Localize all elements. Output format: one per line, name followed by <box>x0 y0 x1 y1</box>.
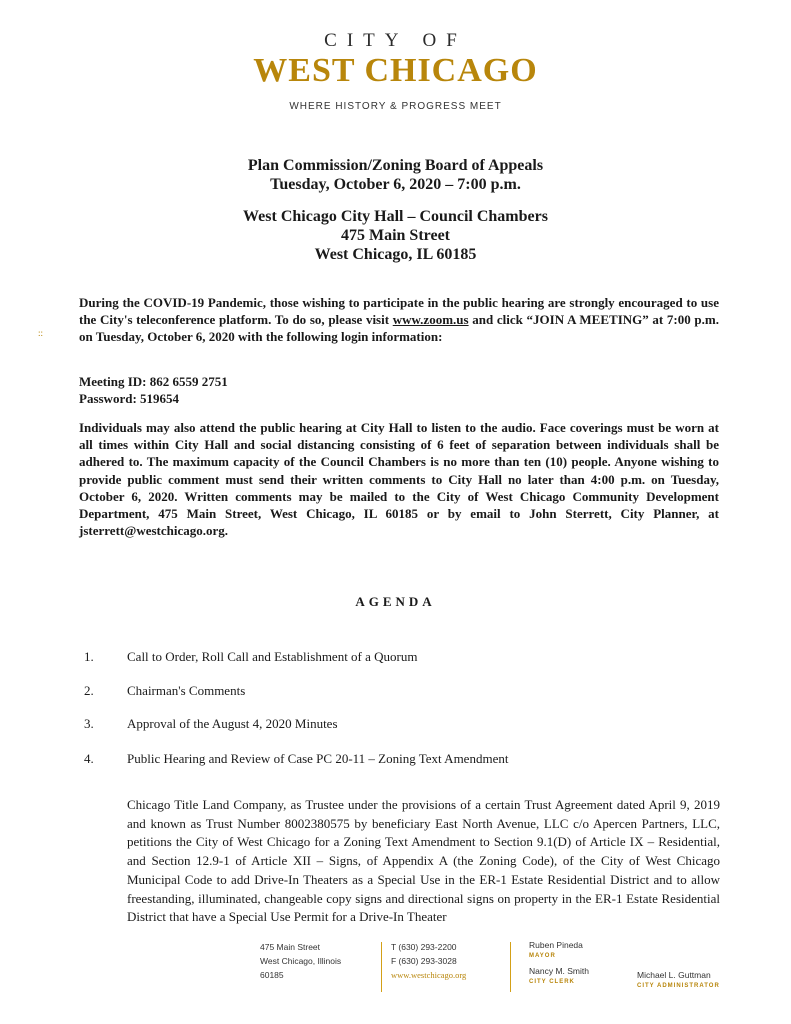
footer-website[interactable]: www.westchicago.org <box>391 970 467 980</box>
logo-city-of: CITY OF <box>324 30 467 51</box>
agenda-item-number: 2. <box>84 683 94 698</box>
footer-administrator <box>637 970 720 992</box>
meeting-location <box>0 207 791 264</box>
footer-divider <box>381 942 382 992</box>
logo-city-name: WEST CHICAGO <box>253 52 538 89</box>
footer-divider <box>510 942 511 992</box>
administrator-role: CITY ADMINISTRATOR <box>637 983 720 989</box>
mayor-role: MAYOR <box>529 953 556 959</box>
footer-address-city: West Chicago, Illinois <box>260 956 342 966</box>
meeting-location-hall: West Chicago City Hall – Council Chambers <box>243 208 548 225</box>
agenda-heading: AGENDA <box>355 594 436 609</box>
agenda-item-text: Call to Order, Roll Call and Establishment of a Quorum <box>127 649 418 664</box>
margin-mark: :: <box>38 328 44 338</box>
meeting-location-city: West Chicago, IL 60185 <box>314 246 477 263</box>
covid-notice <box>79 294 719 346</box>
agenda-item-text: Approval of the August 4, 2020 Minutes <box>127 716 338 731</box>
agenda-item-4-description: Chicago Title Land Company, as Trustee under the provisions of a certain Trust Agreement dated April 9, 2019 and known as Trust Number 8002380575 by beneficiary East North Avenue, LLC c/o Apercen Partners, LLC, petitions the City of West Chicago for a Zoning Text Amendment to Section 9.1(D) of Article IX – Residential, and Section 12.9-1 of Article XII – Signs, of Appendix A (the Zoning Code), of the City of West Chicago Municipal Code to add Drive-In Theaters as a Special Use in the ER-1 Estate Residential District and to allow freestanding, illuminated, changeable copy signs and directional signs on property in the ER-1 Estate Residential District that have a Special Use Permit for a Drive-In Theater <box>127 797 720 925</box>
covid-notice-text-1: During the COVID-19 Pandemic, those wishing to participate in the public hearing are strongly encouraged to use the City's teleconference platform. To do so, please visit <box>79 295 719 328</box>
clerk-role: CITY CLERK <box>529 979 575 985</box>
mayor-name: Ruben Pineda <box>529 940 583 950</box>
meeting-password: Password: 519654 <box>79 391 180 407</box>
meeting-location-street: 475 Main Street <box>340 227 450 244</box>
covid-notice-text-2: and click “JOIN A MEETING” at 7:00 p.m. on Tuesday, October 6, 2020 with the following login information: <box>79 312 719 345</box>
footer-contact <box>391 940 466 982</box>
agenda-item-number: 4. <box>84 751 94 766</box>
footer-phone: T (630) 293-2200 <box>391 942 457 952</box>
logo-tagline: WHERE HISTORY & PROGRESS MEET <box>289 101 502 112</box>
attendance-notice: Individuals may also attend the public hearing at City Hall to listen to the audio. Face coverings must be worn at all times within City Hall and social distancing consisting of 6 feet of separation between individuals shall be adhered to. The maximum capacity of the Council Chambers is no more than ten (10) people. Anyone wishing to provide public comment must send their written comments to City Hall no later than 4:00 p.m. on Tuesday, October 6, 2020. Written comments may be mailed to the City of West Chicago Community Development Department, 475 Main Street, West Chicago, IL 60185 or by email to John Sterrett, City Planner, at jsterrett@westchicago.org. <box>79 420 719 539</box>
agenda-item-number: 1. <box>84 649 94 664</box>
agenda-item-text: Chairman's Comments <box>127 683 246 698</box>
footer-address-street: 475 Main Street <box>260 942 321 952</box>
login-info <box>79 373 719 407</box>
footer-address-zip: 60185 <box>260 970 284 980</box>
clerk-name: Nancy M. Smith <box>529 966 589 976</box>
meeting-body-name: Plan Commission/Zoning Board of Appeals <box>247 157 544 174</box>
zoom-link[interactable]: www.zoom.us <box>392 312 469 328</box>
footer-fax: F (630) 293-3028 <box>391 956 457 966</box>
administrator-name: Michael L. Guttman <box>637 970 711 980</box>
footer-address <box>260 940 341 982</box>
agenda-item-number: 3. <box>84 716 94 731</box>
meeting-id: Meeting ID: 862 6559 2751 <box>79 374 228 389</box>
meeting-title <box>0 156 791 194</box>
agenda-item-text: Public Hearing and Review of Case PC 20-11 – Zoning Text Amendment <box>127 751 509 766</box>
footer-officials <box>529 940 589 988</box>
meeting-datetime: Tuesday, October 6, 2020 – 7:00 p.m. <box>270 176 521 193</box>
